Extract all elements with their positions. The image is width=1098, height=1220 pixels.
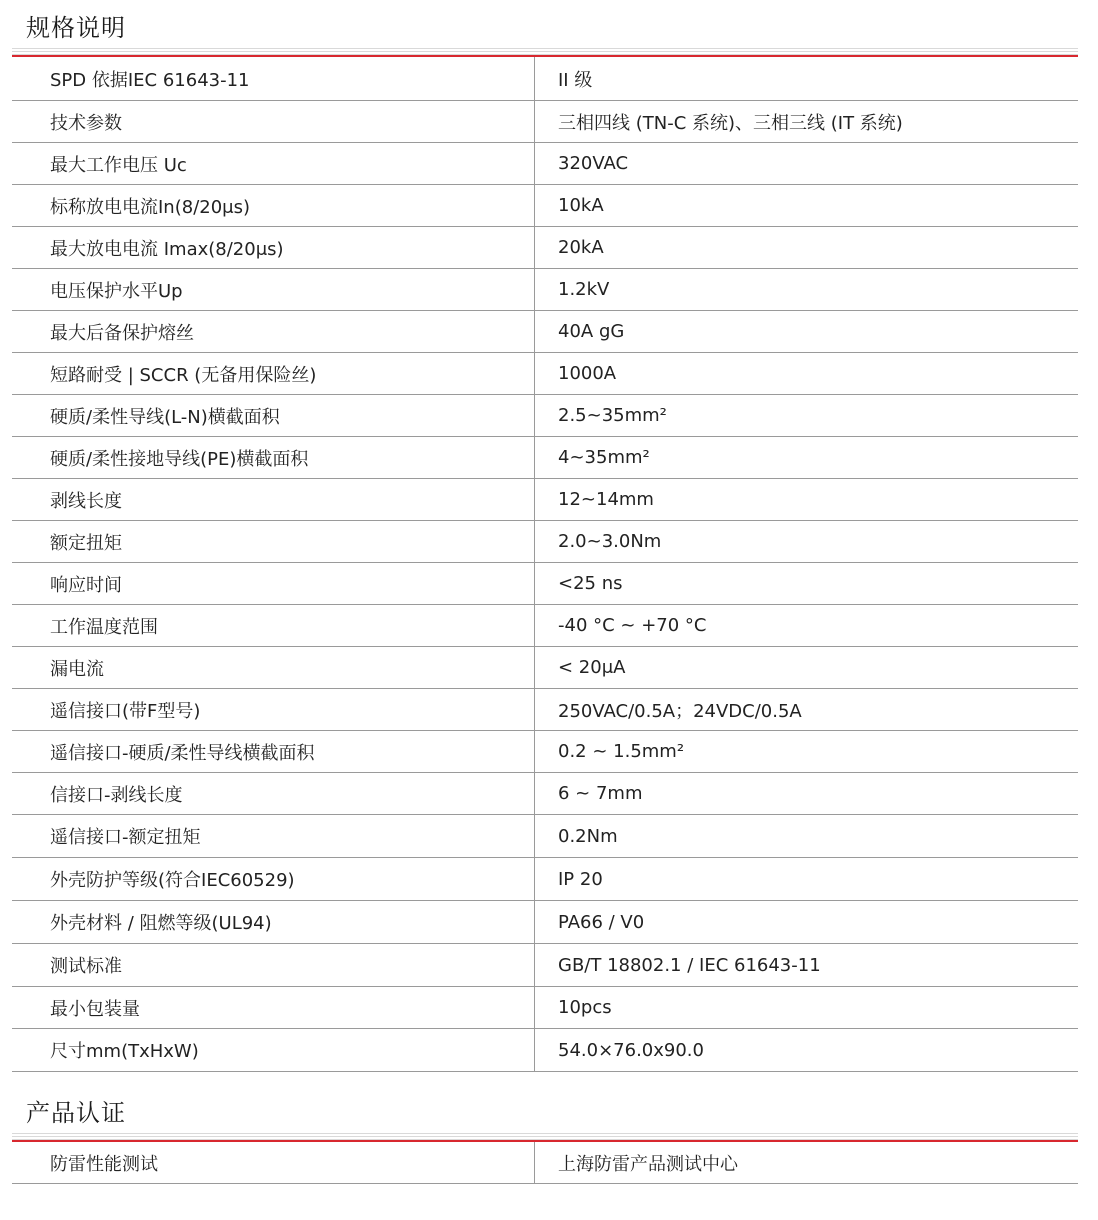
row-value: 1.2kV [558,279,610,300]
row-value: 10pcs [558,997,612,1018]
row-label: 漏电流 [50,658,104,680]
row-label: 外壳材料 / 阻燃等级(UL94) [50,913,272,934]
table-row [12,185,1078,227]
row-value: -40 °C ~ +70 °C [558,615,707,636]
table-row [12,563,1078,605]
row-label: SPD 依据IEC 61643-11 [50,69,250,91]
row-value: 10kA [558,195,604,216]
row-value: PA66 / V0 [558,911,645,933]
row-label: 遥信接口-额定扭矩 [50,827,201,848]
row-label: 防雷性能测试 [50,1153,158,1175]
table-row [12,987,1078,1029]
table-row [12,437,1078,479]
row-label: 技术参数 [50,112,122,134]
row-label: 硬质/柔性接地导线(PE)横截面积 [50,448,309,470]
row-label: 标称放电电流In(8/20μs) [50,196,251,218]
row-label: 短路耐受 | SCCR (无备用保险丝) [50,364,317,386]
row-label: 最大后备保护熔丝 [50,322,194,344]
row-value: 6 ~ 7mm [558,783,643,804]
cert-table [12,1142,1078,1184]
spec-section-title: 规格说明 [26,14,126,42]
row-value: 上海防雷产品测试中心 [558,1153,738,1175]
table-row [12,57,1078,101]
row-label: 测试标准 [50,956,122,977]
table-row [12,773,1078,815]
cert-title-hatch [12,1131,1078,1140]
table-row [12,521,1078,563]
row-value: 40A gG [558,321,625,342]
row-value: IP 20 [558,868,603,890]
table-row [12,1029,1078,1072]
table-row [12,689,1078,731]
row-label: 外壳防护等级(符合IEC60529) [50,870,295,891]
table-row [12,731,1078,773]
table-row [12,311,1078,353]
row-label: 遥信接口-硬质/柔性导线横截面积 [50,742,315,764]
table-row [12,143,1078,185]
row-value: <25 ns [558,573,623,594]
row-label: 最小包装量 [50,998,140,1020]
table-row [12,901,1078,944]
row-value: 1000A [558,363,617,384]
row-value: 12~14mm [558,489,654,510]
row-label: 信接口-剥线长度 [50,784,183,806]
row-value: 2.5~35mm² [558,405,667,426]
cert-section-title: 产品认证 [26,1099,126,1127]
row-value: 0.2Nm [558,825,618,847]
table-row [12,353,1078,395]
table-row [12,815,1078,858]
row-value: 54.0×76.0x90.0 [558,1039,704,1061]
row-value: 0.2 ~ 1.5mm² [558,741,685,762]
table-row [12,647,1078,689]
row-value: 20kA [558,237,604,258]
table-row [12,101,1078,143]
table-row [12,395,1078,437]
table-row [12,227,1078,269]
row-value: 320VAC [558,153,629,174]
spec-table [12,57,1078,1072]
row-label: 尺寸mm(TxHxW) [50,1041,199,1062]
row-label: 硬质/柔性导线(L-N)横截面积 [50,406,280,428]
row-label: 最大工作电压 Uc [50,154,187,176]
table-row [12,269,1078,311]
row-value: GB/T 18802.1 / IEC 61643-11 [558,954,821,976]
row-value: 三相四线 (TN-C 系统)、三相三线 (IT 系统) [558,112,903,134]
column-divider [534,1142,535,1184]
row-label: 剥线长度 [50,490,122,512]
row-label: 最大放电电流 Imax(8/20μs) [50,238,284,260]
row-value: < 20μA [558,657,626,678]
row-label: 响应时间 [50,574,122,596]
row-value: II 级 [558,69,593,91]
table-row [12,944,1078,987]
row-label: 工作温度范围 [50,616,158,638]
row-label: 遥信接口(带F型号) [50,700,201,722]
row-label: 电压保护水平Up [50,280,183,302]
row-value: 4~35mm² [558,447,650,468]
table-row [12,479,1078,521]
table-row [12,858,1078,901]
spec-title-hatch [12,46,1078,55]
row-label: 额定扭矩 [50,532,122,554]
row-value: 250VAC/0.5A；24VDC/0.5A [558,700,802,722]
table-row [12,605,1078,647]
column-divider [534,57,535,1072]
cert-section [0,1090,1098,1190]
table-row [12,1142,1078,1184]
row-value: 2.0~3.0Nm [558,531,662,552]
